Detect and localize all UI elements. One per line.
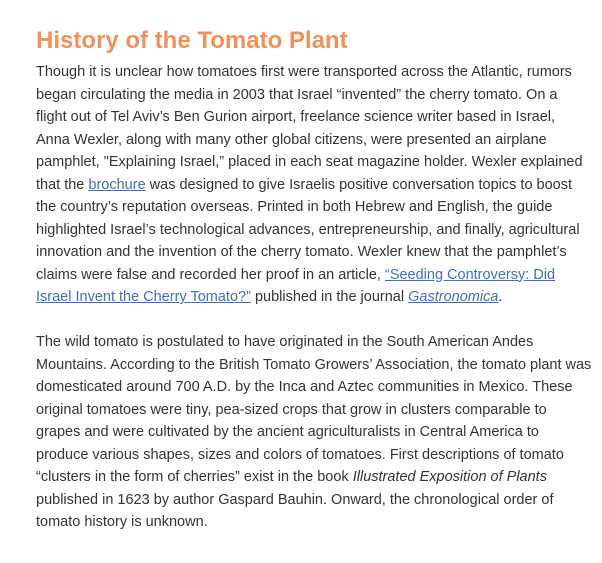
- gastronomica-journal-link[interactable]: Gastronomica: [408, 289, 499, 305]
- paragraph-1-text-b: was designed to give Israelis positive conversation topics to boost the country’s reputation overseas. Printed in both Hebrew and English, the guide highlighted Israel’s technological advances, entrepreneurship, and finally, agricultural innovation and the invention of the cherry tomato. Wexler knew that the pamphlet’s claims were false and recorded her proof in an article,: [36, 176, 580, 283]
- brochure-link[interactable]: brochure: [88, 176, 146, 193]
- paragraph-1-text-c: published in the journal: [250, 289, 409, 305]
- article-title: History of the Tomato Plant: [36, 27, 348, 54]
- paragraph-2-text-b: published in 1623 by author Gaspard Bauhin. Onward, the chronological order of tomato history is unknown.: [36, 491, 554, 530]
- seeding-controversy-article-link[interactable]: “Seeding Controversy: Did Israel Invent the Cherry Tomato?”: [36, 266, 556, 305]
- paragraph-1: [36, 61, 592, 309]
- paragraph-2: [36, 331, 592, 534]
- paragraph-2-text-a: The wild tomato is postulated to have originated in the South American Andes Mountains. According to the British Tomato Growers’ Association, the tomato plant was domesticated around 700 A.D. by the Inca and Aztec communities in Mexico. These original tomatoes were tiny, pea-sized crops that grow in clusters comparable to grapes and were cultivated by the ancient agriculturalists in Central America to produce various shapes, sizes and colors of tomatoes. First descriptions of tomato “clusters in the form of cherries” exist in the book: [36, 334, 592, 485]
- article: [36, 26, 592, 534]
- paragraph-1-text-a: Though it is unclear how tomatoes first were transported across the Atlantic, rumors began circulating the media in 2003 that Israel “invented” the cherry tomato. On a flight out of Tel Aviv’s Ben Gurion airport, freelance science writer based in Israel, Anna Wexler, along with many other global citizens, were presented an airplane pamphlet, "Explaining Israel,” placed in each seat magazine holder. Wexler explained that the: [36, 64, 583, 193]
- paragraph-1-text-d: .: [498, 289, 503, 305]
- book-title: Illustrated Exposition of Plants: [352, 469, 547, 485]
